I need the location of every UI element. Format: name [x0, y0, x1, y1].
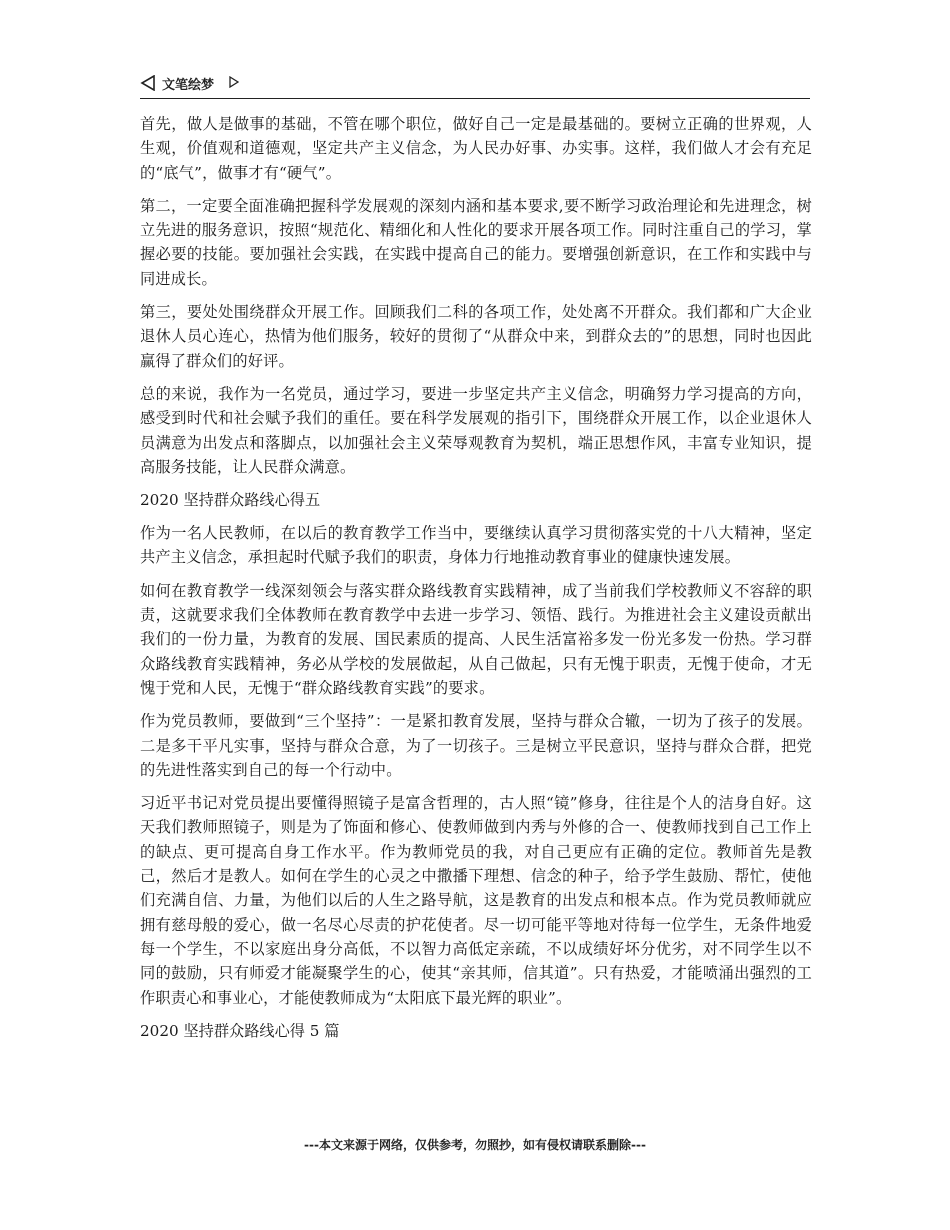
paragraph: 作为党员教师，要做到“三个坚持”：一是紧扣教育发展，坚持与群众合辙，一切为了孩子的发展。二是多干平凡实事，坚持与群众合意，为了一切孩子。三是树立平民意识，坚持与群众合群，把党的先进性落实到自己的每一个行动中。: [140, 712, 812, 779]
section-heading: 2020 坚持群众路线心得 5 篇: [140, 1021, 340, 1040]
triangle-left-icon: [140, 75, 156, 91]
page-header: [140, 72, 810, 99]
paragraph: 首先，做人是做事的基础，不管在哪个职位，做好自己一定是最基础的。要树立正确的世界观，人生观，价值观和道德观，坚定共产主义信念，为人民办好事、办实事。这样，我们做人才会有充足的“底气”，做事才有“硬气”。: [140, 115, 812, 182]
paragraph: 作为一名人民教师，在以后的教育教学工作当中，要继续认真学习贯彻落实党的十八大精神，坚定共产主义信念，承担起时代赋予我们的职责，身体力行地推动教育事业的健康快速发展。: [140, 524, 812, 567]
paragraph: 习近平书记对党员提出要懂得照镜子是富含哲理的，古人照“镜”修身，往往是个人的洁身自好。这天我们教师照镜子，则是为了饰面和修心、使教师做到内秀与外修的合一、使教师找到自己工作上的缺点、更可提高自身工作水平。作为教师党员的我，对自己更应有正确的定位。教师首先是教己，然后才是教人。如何在学生的心灵之中撒播下理想、信念的种子，给予学生鼓励、帮忙，使他们充满自信、力量，为他们以后的人生之路导航，这是教育的出发点和根本点。作为党员教师就应拥有慈母般的爱心，做一名尽心尽责的护花使者。尽一切可能平等地对待每一位学生，无条件地爱每一个学生，不以家庭出身分高低，不以智力高低定亲疏，不以成绩好坏分优劣，对不同学生以不同的鼓励，只有师爱才能凝聚学生的心，使其“亲其师，信其道”。只有热爱，才能喷涌出强烈的工作职责心和事业心，才能使教师成为“太阳底下最光辉的职业”。: [140, 794, 812, 1007]
document-body: [140, 112, 812, 1052]
paragraph: 第三，要处处围绕群众开展工作。回顾我们二科的各项工作，处处离不开群众。我们都和广大企业退休人员心连心，热情为他们服务，较好的贯彻了“从群众中来，到群众去的”的思想，同时也因此赢得了群众们的好评。: [140, 303, 812, 370]
footer-disclaimer: ---本文来源于网络，仅供参考，勿照抄，如有侵权请联系删除---: [304, 1138, 646, 1152]
paragraph: 总的来说，我作为一名党员，通过学习，要进一步坚定共产主义信念，明确努力学习提高的方向，感受到时代和社会赋予我们的重任。要在科学发展观的指引下，围绕群众开展工作，以企业退休人员满意为出发点和落脚点，以加强社会主义荣辱观教育为契机，端正思想作风，丰富专业知识，提高服务技能，让人民群众满意。: [140, 384, 812, 476]
paragraph: 如何在教育教学一线深刻领会与落实群众路线教育实践精神，成了当前我们学校教师义不容辞的职责，这就要求我们全体教师在教育教学中去进一步学习、领悟、践行。为推进社会主义建设贡献出我们的一份力量，为教育的发展、国民素质的提高、人民生活富裕多发一份光多发一份热。学习群众路线教育实践精神，务必从学校的发展做起，从自己做起，只有无愧于职责，无愧于使命，才无愧于党和人民，无愧于“群众路线教育实践”的要求。: [140, 581, 812, 697]
section-heading: 2020 坚持群众路线心得五: [140, 491, 321, 510]
paragraph: 第二，一定要全面准确把握科学发展观的深刻内涵和基本要求,要不断学习政治理论和先进理念，树立先进的服务意识，按照“规范化、精细化和人性化的要求开展各项工作。同时注重自己的学习，掌握必要的技能。要加强社会实践，在实践中提高自己的能力。要增强创新意识，在工作和实践中与同进成长。: [140, 196, 812, 288]
triangle-right-icon: [229, 76, 239, 88]
brand-name: 文笔绘梦: [162, 78, 215, 93]
